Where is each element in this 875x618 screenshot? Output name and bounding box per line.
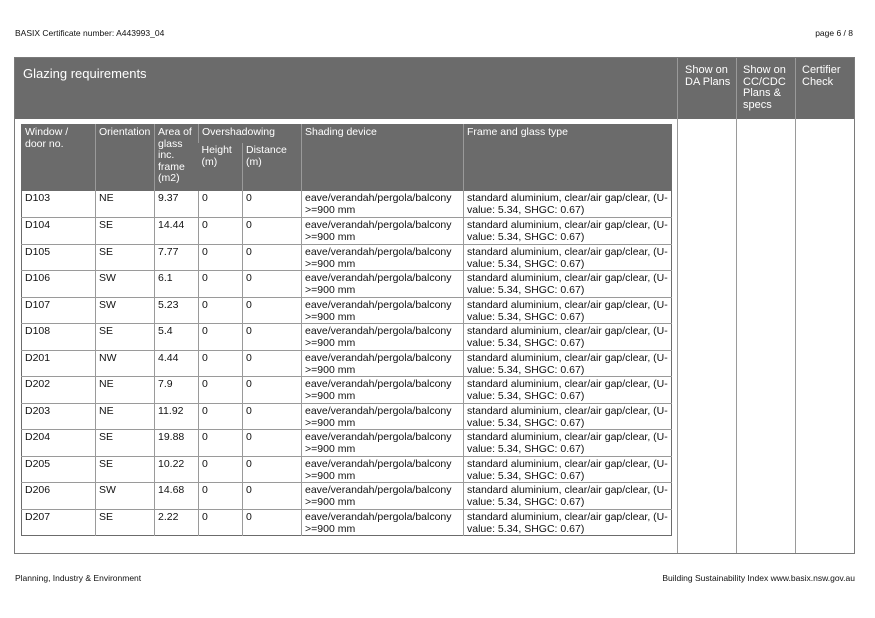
column-divider [677, 58, 678, 553]
table-row [22, 377, 672, 404]
table-row [22, 271, 672, 298]
frame-cell: standard aluminium, clear/air gap/clear, (U-value: 5.34, SHGC: 0.67) [464, 324, 672, 351]
height-cell: 0 [199, 271, 243, 298]
shading-cell: eave/verandah/pergola/balcony >=900 mm [302, 244, 464, 271]
area-cell: 10.22 [155, 456, 199, 483]
orientation-cell: NE [96, 191, 155, 218]
orientation-cell: SE [96, 509, 155, 536]
shading-cell: eave/verandah/pergola/balcony >=900 mm [302, 297, 464, 324]
distance-cell: 0 [243, 456, 302, 483]
orientation-cell: SE [96, 430, 155, 457]
orientation-cell: SE [96, 456, 155, 483]
area-cell: 14.68 [155, 483, 199, 510]
area-cell: 14.44 [155, 218, 199, 245]
window-id-cell: D108 [22, 324, 96, 351]
frame-cell: standard aluminium, clear/air gap/clear, (U-value: 5.34, SHGC: 0.67) [464, 403, 672, 430]
window-id-cell: D206 [22, 483, 96, 510]
shading-cell: eave/verandah/pergola/balcony >=900 mm [302, 271, 464, 298]
distance-cell: 0 [243, 244, 302, 271]
table-row [22, 403, 672, 430]
height-cell: 0 [199, 430, 243, 457]
frame-glass-header: Frame and glass type [464, 125, 672, 192]
certificate-number: BASIX Certificate number: A443993_04 [15, 28, 165, 38]
window-id-cell: D104 [22, 218, 96, 245]
table-body [22, 191, 672, 536]
footer-department: Planning, Industry & Environment [15, 573, 142, 583]
show-on-cc-cdc-header: Show on CC/CDC Plans & specs [743, 64, 786, 111]
table-row [22, 456, 672, 483]
column-divider [736, 58, 737, 553]
area-cell: 9.37 [155, 191, 199, 218]
table-row [22, 509, 672, 536]
frame-cell: standard aluminium, clear/air gap/clear, (U-value: 5.34, SHGC: 0.67) [464, 456, 672, 483]
distance-cell: 0 [243, 509, 302, 536]
orientation-cell: SE [96, 218, 155, 245]
frame-cell: standard aluminium, clear/air gap/clear, (U-value: 5.34, SHGC: 0.67) [464, 191, 672, 218]
area-cell: 2.22 [155, 509, 199, 536]
distance-cell: 0 [243, 403, 302, 430]
orientation-header: Orientation [96, 125, 155, 192]
frame-cell: standard aluminium, clear/air gap/clear, (U-value: 5.34, SHGC: 0.67) [464, 244, 672, 271]
section-title: Glazing requirements [23, 66, 147, 81]
frame-cell: standard aluminium, clear/air gap/clear, (U-value: 5.34, SHGC: 0.67) [464, 483, 672, 510]
panel-header [15, 58, 854, 119]
frame-cell: standard aluminium, clear/air gap/clear, (U-value: 5.34, SHGC: 0.67) [464, 271, 672, 298]
window-id-cell: D205 [22, 456, 96, 483]
window-id-cell: D105 [22, 244, 96, 271]
distance-cell: 0 [243, 271, 302, 298]
frame-cell: standard aluminium, clear/air gap/clear, (U-value: 5.34, SHGC: 0.67) [464, 509, 672, 536]
orientation-cell: SE [96, 324, 155, 351]
show-on-da-plans-header: Show on DA Plans [685, 64, 731, 88]
frame-cell: standard aluminium, clear/air gap/clear, (U-value: 5.34, SHGC: 0.67) [464, 297, 672, 324]
certifier-check-header: Certifier Check [802, 64, 841, 88]
area-header: Area of glass inc. frame (m2) [155, 125, 199, 192]
table-row [22, 218, 672, 245]
shading-cell: eave/verandah/pergola/balcony >=900 mm [302, 456, 464, 483]
window-id-cell: D207 [22, 509, 96, 536]
area-cell: 7.77 [155, 244, 199, 271]
window-id-cell: D204 [22, 430, 96, 457]
area-cell: 7.9 [155, 377, 199, 404]
distance-cell: 0 [243, 430, 302, 457]
area-cell: 6.1 [155, 271, 199, 298]
shading-cell: eave/verandah/pergola/balcony >=900 mm [302, 191, 464, 218]
shading-cell: eave/verandah/pergola/balcony >=900 mm [302, 377, 464, 404]
shading-cell: eave/verandah/pergola/balcony >=900 mm [302, 324, 464, 351]
height-cell: 0 [199, 244, 243, 271]
height-cell: 0 [199, 456, 243, 483]
height-header: Height (m) [199, 143, 243, 191]
height-cell: 0 [199, 350, 243, 377]
distance-cell: 0 [243, 218, 302, 245]
height-cell: 0 [199, 509, 243, 536]
window-id-cell: D107 [22, 297, 96, 324]
table-row [22, 430, 672, 457]
orientation-cell: NE [96, 403, 155, 430]
height-cell: 0 [199, 218, 243, 245]
shading-cell: eave/verandah/pergola/balcony >=900 mm [302, 350, 464, 377]
page-number: page 6 / 8 [815, 28, 853, 38]
footer-website: Building Sustainability Index www.basix.nsw.gov.au [662, 573, 855, 583]
area-cell: 19.88 [155, 430, 199, 457]
table-row [22, 191, 672, 218]
orientation-cell: NW [96, 350, 155, 377]
table-row [22, 483, 672, 510]
column-divider [795, 58, 796, 553]
distance-cell: 0 [243, 191, 302, 218]
table-row [22, 350, 672, 377]
frame-cell: standard aluminium, clear/air gap/clear, (U-value: 5.34, SHGC: 0.67) [464, 218, 672, 245]
distance-header: Distance (m) [243, 143, 302, 191]
distance-cell: 0 [243, 377, 302, 404]
shading-cell: eave/verandah/pergola/balcony >=900 mm [302, 218, 464, 245]
shading-cell: eave/verandah/pergola/balcony >=900 mm [302, 403, 464, 430]
frame-cell: standard aluminium, clear/air gap/clear, (U-value: 5.34, SHGC: 0.67) [464, 377, 672, 404]
glazing-requirements-panel [14, 57, 855, 554]
glazing-table [21, 124, 672, 536]
frame-cell: standard aluminium, clear/air gap/clear, (U-value: 5.34, SHGC: 0.67) [464, 430, 672, 457]
height-cell: 0 [199, 297, 243, 324]
distance-cell: 0 [243, 350, 302, 377]
window-id-cell: D202 [22, 377, 96, 404]
area-cell: 5.23 [155, 297, 199, 324]
height-cell: 0 [199, 377, 243, 404]
orientation-cell: SE [96, 244, 155, 271]
area-cell: 5.4 [155, 324, 199, 351]
distance-cell: 0 [243, 297, 302, 324]
table-row [22, 244, 672, 271]
height-cell: 0 [199, 191, 243, 218]
area-cell: 11.92 [155, 403, 199, 430]
orientation-cell: SW [96, 297, 155, 324]
window-id-cell: D201 [22, 350, 96, 377]
distance-cell: 0 [243, 483, 302, 510]
orientation-cell: SW [96, 483, 155, 510]
height-cell: 0 [199, 324, 243, 351]
shading-cell: eave/verandah/pergola/balcony >=900 mm [302, 509, 464, 536]
table-row [22, 297, 672, 324]
height-cell: 0 [199, 403, 243, 430]
window-id-cell: D106 [22, 271, 96, 298]
shading-cell: eave/verandah/pergola/balcony >=900 mm [302, 430, 464, 457]
shading-cell: eave/verandah/pergola/balcony >=900 mm [302, 483, 464, 510]
area-cell: 4.44 [155, 350, 199, 377]
frame-cell: standard aluminium, clear/air gap/clear, (U-value: 5.34, SHGC: 0.67) [464, 350, 672, 377]
orientation-cell: NE [96, 377, 155, 404]
distance-cell: 0 [243, 324, 302, 351]
window-door-header: Window / door no. [22, 125, 96, 192]
window-id-cell: D103 [25, 192, 51, 204]
shading-device-header: Shading device [302, 125, 464, 192]
orientation-cell: SW [96, 271, 155, 298]
height-cell: 0 [199, 483, 243, 510]
table-row [22, 324, 672, 351]
overshadowing-header: Overshadowing [199, 125, 302, 144]
window-id-cell: D203 [22, 403, 96, 430]
